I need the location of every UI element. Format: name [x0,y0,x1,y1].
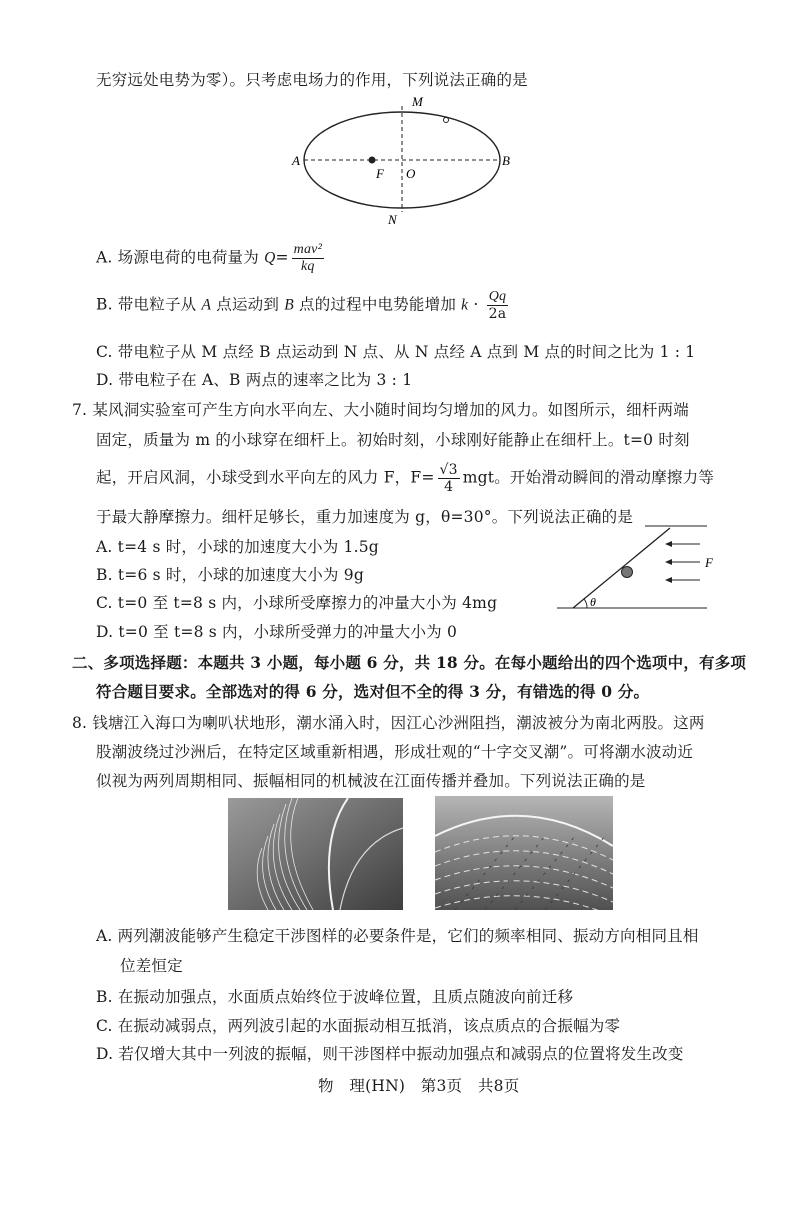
wind-arrow-1-head [665,541,672,547]
q8-stem-line3: 似视为两列周期相同、振幅相同的机械波在江面传播并叠加。下列说法正确的是 [96,772,646,790]
q6-option-b: B. 带电粒子从 A 点运动到 B 点的过程中电势能增加 k · $\frac{Qq}{2a}$ [96,289,507,323]
label-theta: θ [590,595,596,609]
q7-stem-line4: 于最大静摩擦力。细杆足够长，重力加速度为 g，θ=30°。下列说法正确的是 [96,508,634,526]
q8-option-d: D. 若仅增大其中一列波的振幅，则干涉图样中振动加强点和减弱点的位置将发生改变 [96,1045,684,1063]
q8-option-a-line2: 位差恒定 [120,957,183,975]
ball-on-rod [622,567,633,578]
wind-arrow-2-head [665,559,672,565]
label-M: M [412,94,423,109]
tide-photo-right [435,796,613,910]
q6-option-d: D. 带电粒子在 A、B 两点的速率之比为 3 : 1 [96,371,413,389]
focus-charge-dot [369,157,376,164]
label-O: O [406,166,416,181]
fraction-mav2-kq: $\frac{\text{mav²}}{kq}$ [293,242,322,275]
q8-stem-line1: 8. 钱塘江入海口为喇叭状地形，潮水涌入时，因江心沙洲阻挡，潮波被分为南北两股。这两 [72,714,705,732]
q8-option-b: B. 在振动加强点，水面质点始终位于波峰位置，且质点随波向前迁移 [96,988,574,1006]
angle-arc [584,599,587,608]
wind-tunnel-figure [545,520,720,616]
q7-option-d: D. t=0 至 t=8 s 内，小球所受弹力的冲量大小为 0 [96,623,458,641]
section2-header-line1: 二、多项选择题：本题共 3 小题，每小题 6 分，共 18 分。在每小题给出的四个选项中，有多项 [72,653,747,672]
q6-option-c: C. 带电粒子从 M 点经 B 点运动到 N 点、从 N 点经 A 点到 M 点的时间之比为 1 : 1 [96,343,696,361]
particle-dot [444,118,449,123]
label-N: N [388,212,397,227]
q7-option-c: C. t=0 至 t=8 s 内，小球所受摩擦力的冲量大小为 4mg [96,594,498,612]
fraction-Qq-2a: $\frac{Qq}{2a}$ [488,289,507,323]
wind-arrow-3-head [665,577,672,583]
q8-option-c: C. 在振动减弱点，两列波引起的水面振动相互抵消，该点质点的合振幅为零 [96,1017,621,1035]
label-force-F: F [705,555,713,570]
q7-option-a: A. t=4 s 时，小球的加速度大小为 1.5g [96,538,379,556]
label-F: F [376,166,384,181]
q7-stem-line3: 起，开启风洞，小球受到水平向左的风力 F，F= $\frac{√3}{4}$ mgt。开始滑动瞬间的滑动摩擦力等 [96,462,715,496]
q7-option-b: B. t=6 s 时，小球的加速度大小为 9g [96,566,364,584]
intro-line: 无穷远处电势为零）。只考虑电场力的作用，下列说法正确的是 [96,71,528,89]
label-A: A [292,153,300,168]
inclined-rod [573,528,670,608]
label-B: B [502,153,510,168]
ellipse-orbit-figure [290,92,530,232]
page-footer: 物 理(HN) 第3页 共8页 [318,1077,520,1095]
q8-option-a-line1: A. 两列潮波能够产生稳定干涉图样的必要条件是，它们的频率相同、振动方向相同且相 [96,927,699,945]
section2-header-line2: 符合题目要求。全部选对的得 6 分，选对但不全的得 3 分，有错选的得 0 分。 [96,682,650,701]
q8-stem-line2: 股潮波绕过沙洲后，在特定区域重新相遇，形成壮观的“十字交叉潮”。可将潮水波动近 [96,743,694,761]
q6-option-a: A. 场源电荷的电荷量为 Q= $\frac{\text{mav²}}{kq}$ [96,242,322,275]
tide-photo-left [228,798,403,910]
q7-stem-line2: 固定，质量为 m 的小球穿在细杆上。初始时刻，小球刚好能静止在细杆上。t=0 时刻 [96,431,690,449]
q7-stem-line1: 7. 某风洞实验室可产生方向水平向左、大小随时间均匀增加的风力。如图所示，细杆两端 [72,401,689,419]
fraction-sqrt3-4: $\frac{√3}{4}$ [439,462,458,496]
